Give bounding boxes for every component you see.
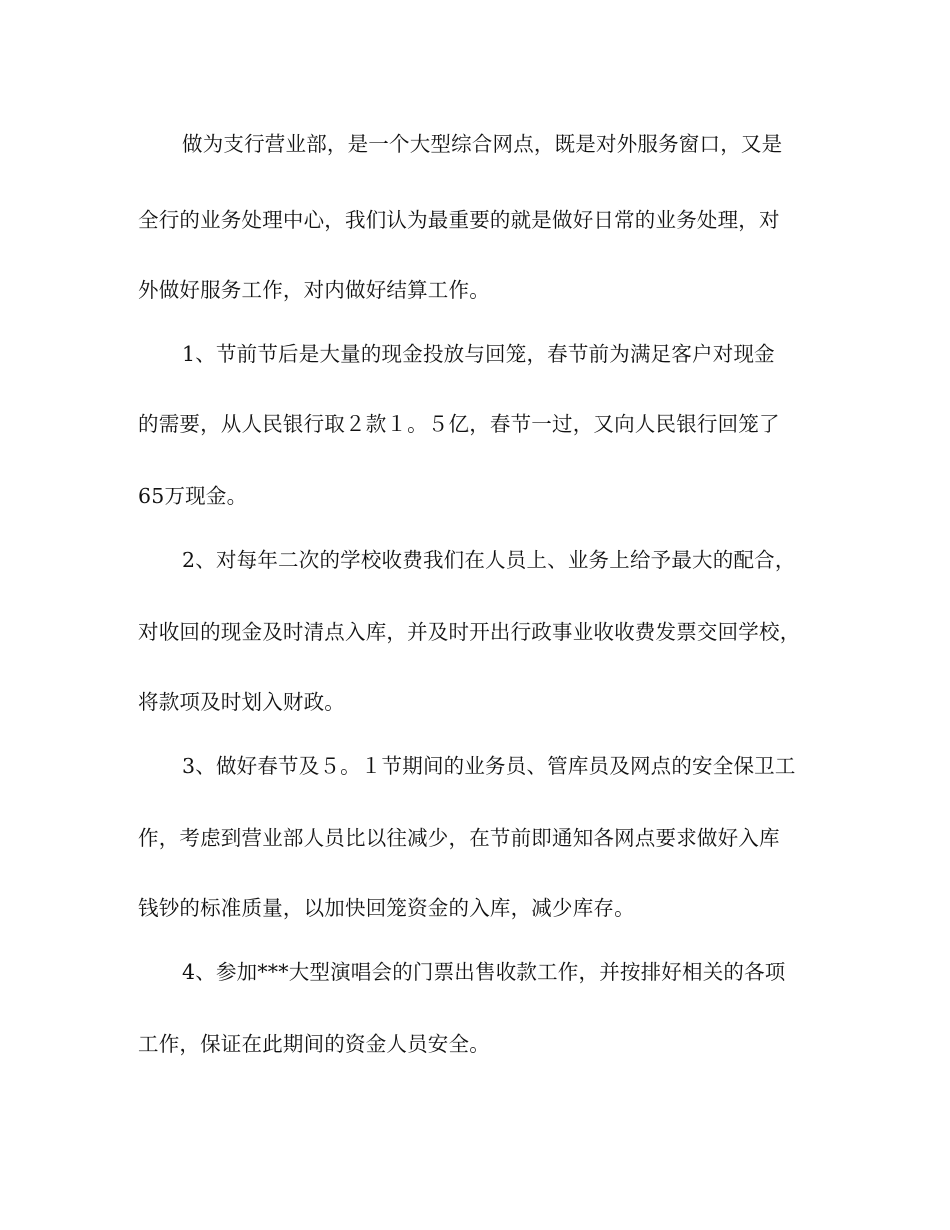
paragraph-line: 做为支行营业部，是一个大型综合网点，既是对外服务窗口，又是 [182,132,783,156]
list-item-line: 作，考虑到营业部人员比以往减少，在节前即通知各网点要求做好入库 [138,826,780,850]
list-item-line: 4、参加***大型演唱会的门票出售收款工作，并按排好相关的各项 [182,960,786,984]
list-item-line: 65万现金。 [138,484,248,508]
list-item-line: 钱钞的标准质量，以加快回笼资金的入库，减少库存。 [138,896,635,920]
list-item-line: 将款项及时划入财政。 [138,690,345,714]
list-item-line: 的需要，从人民银行取２款１。５亿，春节一过，又向人民银行回笼了 [138,412,780,436]
list-item-line: 1、节前节后是大量的现金投放与回笼，春节前为满足客户对现金 [182,342,775,366]
paragraph-line: 全行的业务处理中心，我们认为最重要的就是做好日常的业务处理，对 [138,208,780,232]
list-item-line: 对收回的现金及时清点入库，并及时开出行政事业收收费发票交回学校， [138,620,801,644]
paragraph-line: 外做好服务工作，对内做好结算工作。 [138,278,490,302]
list-item-line: 工作，保证在此期间的资金人员安全。 [138,1032,490,1056]
list-item-line: 3、做好春节及５。１节期间的业务员、管库员及网点的安全保卫工 [182,754,796,778]
list-item-line: 2、对每年二次的学校收费我们在人员上、业务上给予最大的配合， [182,548,796,572]
